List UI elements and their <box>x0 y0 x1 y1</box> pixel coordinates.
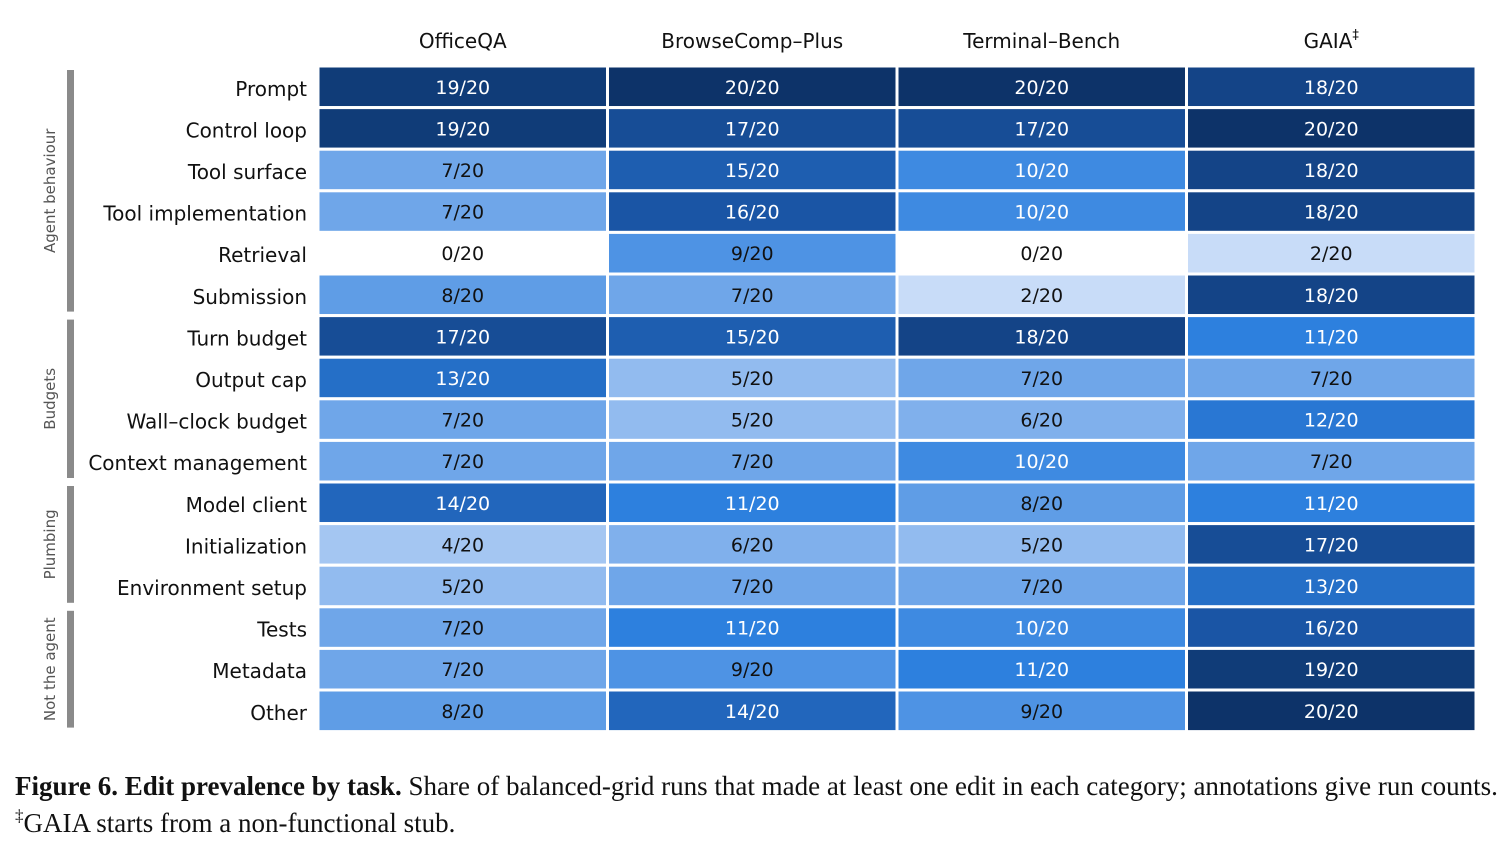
cell-value-label: 18/20 <box>1303 201 1359 224</box>
cell-value-label: 13/20 <box>1303 576 1359 598</box>
column-header-mark: ‡ <box>1352 28 1359 43</box>
cell-value-label: 16/20 <box>724 201 780 224</box>
cell-value-label: 6/20 <box>730 534 774 557</box>
cell-value-label: 7/20 <box>441 201 485 224</box>
cell-value-label: 18/20 <box>1014 326 1070 349</box>
cell-value-label: 14/20 <box>724 700 780 723</box>
cell-value-label: 7/20 <box>1309 368 1353 390</box>
cell-value-label: 19/20 <box>435 118 491 141</box>
column-header: BrowseComp–Plus <box>661 29 844 53</box>
cell-value-label: 2/20 <box>1020 284 1064 307</box>
row-label: Initialization <box>185 534 307 559</box>
cell-value-label: 8/20 <box>441 284 485 307</box>
cell-value-label: 10/20 <box>1014 201 1070 224</box>
column-header: Terminal–Bench <box>963 29 1121 53</box>
cell-value-label: 17/20 <box>1014 118 1070 141</box>
cell-value-label: 7/20 <box>730 284 774 307</box>
cell-value-label: 11/20 <box>1014 659 1070 682</box>
cell-value-label: 5/20 <box>441 576 485 598</box>
cell-value-label: 7/20 <box>441 451 485 474</box>
cell-value-label: 6/20 <box>1020 409 1064 432</box>
cell-value-label: 17/20 <box>435 326 491 349</box>
cell-value-label: 20/20 <box>1303 118 1359 141</box>
group-label: Budgets <box>41 367 59 430</box>
cell-value-label: 10/20 <box>1014 451 1070 474</box>
row-label: Control loop <box>185 118 307 143</box>
row-label: Context management <box>88 451 307 476</box>
cell-value-label: 12/20 <box>1303 409 1359 432</box>
cell-value-label: 14/20 <box>435 492 491 515</box>
cell-value-label: 5/20 <box>730 409 774 432</box>
row-label: Environment setup <box>117 576 307 600</box>
row-label: Retrieval <box>218 243 307 268</box>
cell-value-label: 7/20 <box>441 659 485 682</box>
cell-value-label: 7/20 <box>1020 576 1064 598</box>
cell-value-label: 7/20 <box>730 451 774 474</box>
column-header: GAIA‡ <box>1303 28 1359 53</box>
cell-value-label: 18/20 <box>1303 160 1359 182</box>
cell-value-label: 17/20 <box>724 118 780 141</box>
cell-value-label: 7/20 <box>1309 451 1353 474</box>
figure-label: Figure 6. <box>15 771 118 801</box>
row-label: Model client <box>185 492 307 517</box>
caption-text: Share of balanced-grid runs that made at least one edit in each category; annotations give run counts. <box>408 771 1498 801</box>
cell-value-label: 10/20 <box>1014 160 1070 182</box>
cell-value-label: 4/20 <box>441 534 485 557</box>
cell-value-label: 7/20 <box>441 160 485 182</box>
cell-value-label: 20/20 <box>1303 700 1359 723</box>
row-label: Metadata <box>212 659 307 684</box>
cell-value-label: 7/20 <box>730 576 774 598</box>
cell-value-label: 8/20 <box>441 700 485 723</box>
cell-value-label: 2/20 <box>1309 243 1353 266</box>
cell-value-label: 0/20 <box>441 243 485 266</box>
cell-value-label: 7/20 <box>441 617 485 640</box>
cell-value-label: 19/20 <box>435 76 491 99</box>
row-label: Prompt <box>235 76 307 101</box>
row-label: Tests <box>257 617 307 642</box>
cell-value-label: 9/20 <box>730 659 774 682</box>
cell-value-label: 16/20 <box>1303 617 1359 640</box>
footnote-mark: ‡ <box>15 806 24 825</box>
group-label: Not the agent <box>41 617 59 722</box>
group-bracket <box>67 320 74 478</box>
group-label: Agent behaviour <box>41 128 59 254</box>
cell-value-label: 18/20 <box>1303 284 1359 307</box>
cell-value-label: 19/20 <box>1303 659 1359 682</box>
column-header: OfficeQA <box>418 29 507 53</box>
cell-value-label: 20/20 <box>1014 76 1070 99</box>
figure-title: Edit prevalence by task. <box>124 771 402 801</box>
cell-value-label: 13/20 <box>435 368 491 390</box>
cell-value-label: 17/20 <box>1303 534 1359 557</box>
cell-value-label: 11/20 <box>724 492 780 515</box>
cell-value-label: 11/20 <box>1303 492 1359 515</box>
group-bracket <box>67 70 74 312</box>
cell-value-label: 20/20 <box>724 76 780 99</box>
row-label: Turn budget <box>187 326 307 351</box>
row-label: Tool surface <box>187 160 307 184</box>
group-bracket <box>67 611 74 728</box>
cell-value-label: 7/20 <box>1020 368 1064 390</box>
cell-value-label: 15/20 <box>724 326 780 349</box>
figure-caption <box>15 768 1500 842</box>
cell-value-label: 18/20 <box>1303 76 1359 99</box>
cell-value-label: 11/20 <box>724 617 780 640</box>
footnote-text: GAIA starts from a non-functional stub. <box>23 808 456 838</box>
cell-value-label: 9/20 <box>1020 700 1064 723</box>
cell-value-label: 0/20 <box>1020 243 1064 266</box>
cell-value-label: 9/20 <box>730 243 774 266</box>
row-label: Submission <box>192 284 307 309</box>
row-label: Tool implementation <box>103 201 307 226</box>
cell-value-label: 11/20 <box>1303 326 1359 349</box>
cell-value-label: 5/20 <box>730 368 774 390</box>
group-bracket <box>67 486 74 603</box>
cell-value-label: 7/20 <box>441 409 485 432</box>
cell-value-label: 10/20 <box>1014 617 1070 640</box>
cell-value-label: 5/20 <box>1020 534 1064 557</box>
row-label: Output cap <box>195 368 307 392</box>
row-label: Wall–clock budget <box>126 409 307 434</box>
cell-value-label: 15/20 <box>724 160 780 182</box>
cell-value-label: 8/20 <box>1020 492 1064 515</box>
row-label: Other <box>250 700 307 725</box>
group-label: Plumbing <box>41 509 59 580</box>
